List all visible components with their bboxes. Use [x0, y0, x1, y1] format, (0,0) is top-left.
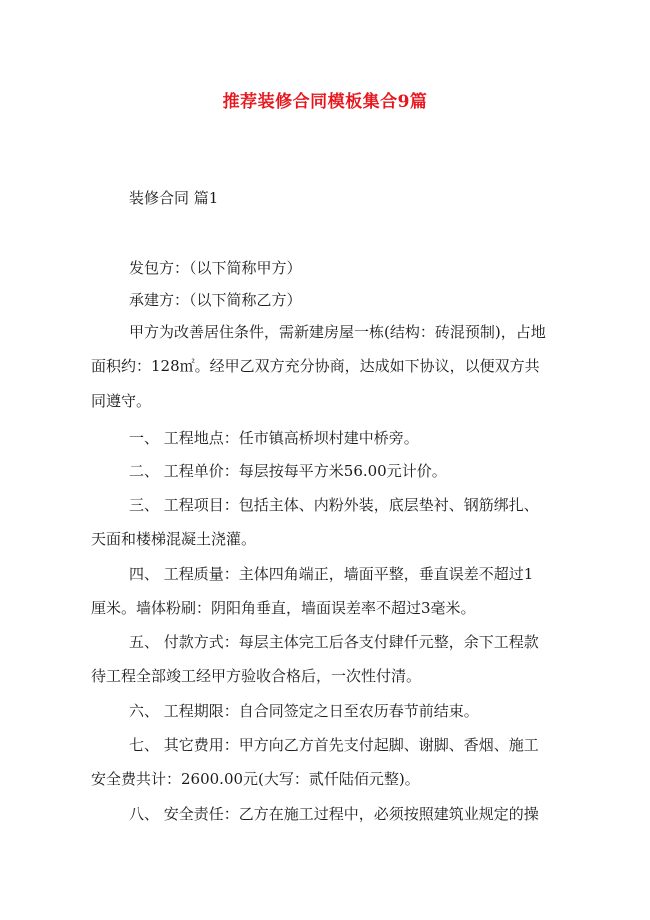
clause-3-line-2: 天面和楼梯混凝土浇灌。	[91, 530, 257, 548]
clause-7-line-1: 七、 其它费用：甲方向乙方首先支付起脚、谢脚、香烟、施工	[129, 736, 539, 754]
clause-8-line-1: 八、 安全责任：乙方在施工过程中，必须按照建筑业规定的操	[129, 805, 539, 823]
intro-line-1: 甲方为改善居住条件，需新建房屋一栋(结构：砖混预制)，占地	[129, 323, 546, 341]
party-b-line: 承建方：（以下简称乙方）	[129, 291, 302, 309]
section-heading: 装修合同 篇1	[129, 189, 219, 207]
clause-4-line-2: 厘米。墙体粉刷：阴阳角垂直，墙面误差率不超过3毫米。	[91, 599, 476, 617]
clause-3-line-1: 三、 工程项目：包括主体、内粉外装，底层垫衬、钢筋绑扎、	[129, 496, 539, 514]
clause-5-line-2: 待工程全部竣工经甲方验收合格后，一次性付清。	[91, 667, 422, 685]
intro-line-3: 同遵守。	[91, 392, 152, 410]
document-title: 推荐装修合同模板集合9篇	[222, 92, 428, 112]
intro-line-2: 面积约：128㎡。经甲乙双方充分协商，达成如下协议，以便双方共	[91, 357, 540, 375]
clause-2: 二、 工程单价：每层按每平方米56.00元计价。	[129, 462, 447, 480]
clause-1: 一、 工程地点：任市镇高桥坝村建中桥旁。	[129, 429, 419, 447]
clause-4-line-1: 四、 工程质量：主体四角端正，墙面平整，垂直误差不超过1	[129, 565, 534, 583]
clause-7-line-2: 安全费共计：2600.00元(大写：贰仟陆佰元整)。	[91, 770, 420, 788]
clause-6: 六、 工程期限：自合同签定之日至农历春节前结束。	[129, 702, 479, 720]
party-a-line: 发包方：（以下简称甲方）	[129, 259, 302, 277]
clause-5-line-1: 五、 付款方式：每层主体完工后各支付肆仟元整，余下工程款	[129, 633, 539, 651]
